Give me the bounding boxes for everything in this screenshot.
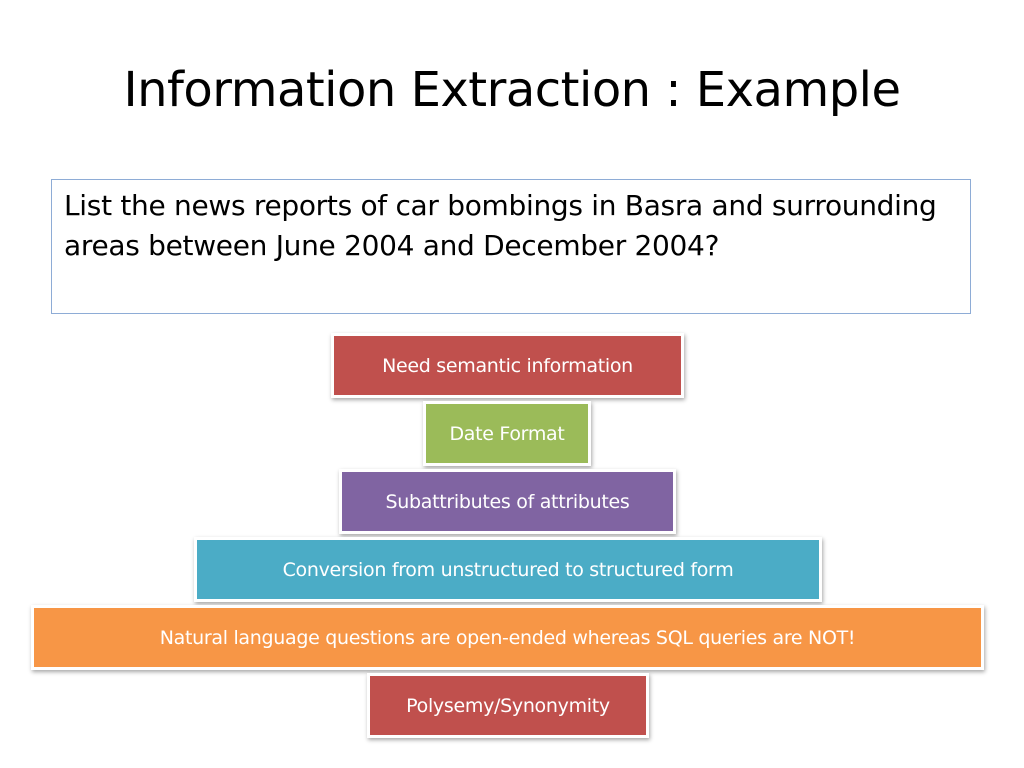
- item-label: Date Format: [449, 422, 565, 445]
- item-label: Subattributes of attributes: [385, 490, 630, 513]
- question-box: [51, 179, 971, 314]
- item-box-conversion: [194, 537, 822, 602]
- item-box-natural-language: [31, 605, 984, 670]
- item-box-subattributes: [339, 469, 676, 534]
- item-label: Natural language questions are open-ended whereas SQL queries are NOT!: [159, 626, 856, 649]
- question-text: List the news reports of car bombings in Basra and surrounding areas between June 2004 and December 2004?: [64, 189, 937, 262]
- slide-title: Information Extraction : Example: [123, 62, 901, 118]
- item-label: Conversion from unstructured to structured form: [282, 558, 734, 581]
- item-box-date-format: [423, 401, 591, 466]
- item-box-semantic-information: [331, 333, 684, 398]
- item-label: Polysemy/Synonymity: [406, 694, 610, 717]
- item-box-polysemy: [367, 673, 649, 738]
- item-label: Need semantic information: [382, 354, 633, 377]
